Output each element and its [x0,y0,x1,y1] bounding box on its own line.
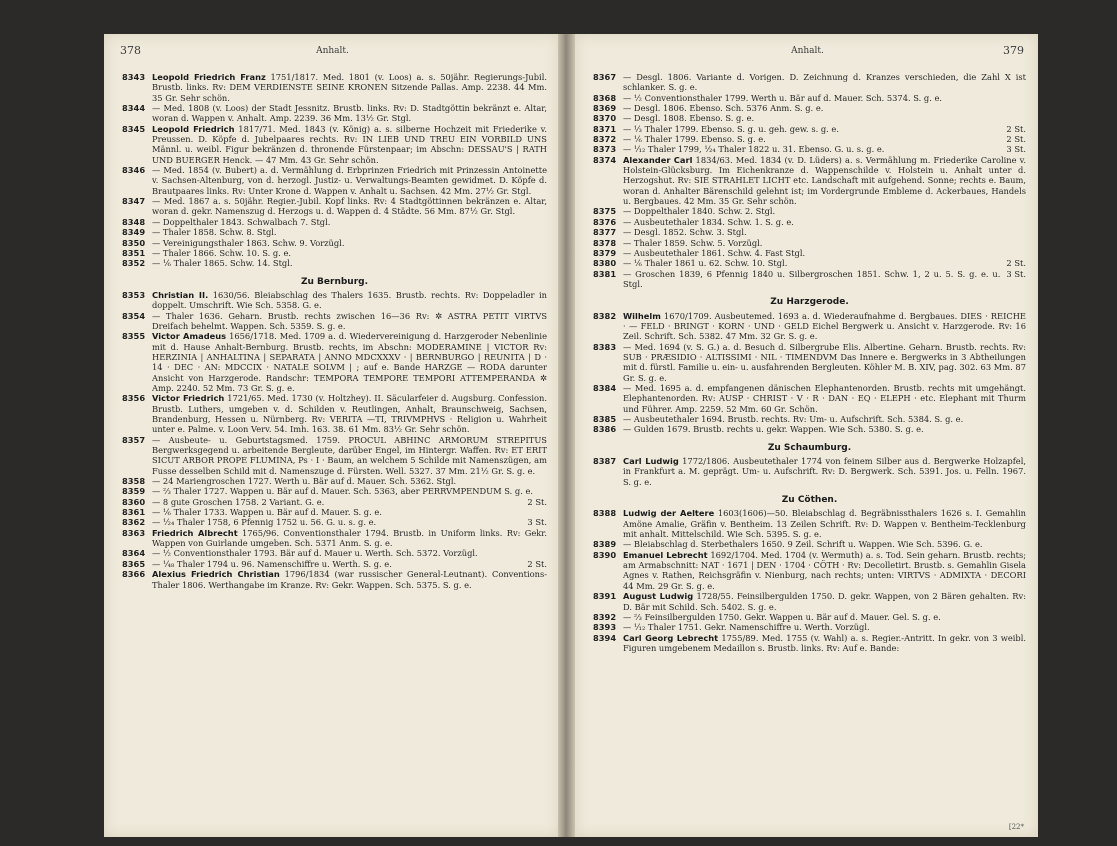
piece-count: 2 St. [527,496,547,507]
left-page-header [120,46,545,60]
piece-count: 3 St. [1006,144,1026,155]
lot-number: 8382 [593,310,617,321]
entry-description: — Thaler 1636. Geharn. Brustb. rechts zwischen 16—36 Rv: ✲ ASTRA PETIT VIRTVS Dreifach behelmt. Wappen. Sch. 5359. S. g. e. [152,310,547,331]
lot-number: 8348 [122,216,146,227]
catalog-entry [122,435,547,476]
section-heading: Zu Harzgerode. [770,297,849,308]
lot-number: 8381 [593,268,617,279]
lot-number: 8355 [122,331,146,342]
catalog-entry [593,238,1026,248]
catalog-entry [593,72,1026,93]
catalog-entry [593,414,1026,424]
entry-description: — Bleiabschlag d. Sterbethalers 1650. 9 Zeil. Schrift u. Wappen. Wie Sch. 5396. G. e. [623,539,983,550]
catalog-entry [122,290,547,311]
catalog-entry [593,456,1026,487]
ruler-name: Carl Ludwig [623,456,679,467]
catalog-entry [122,196,547,217]
entry-description: 1834/63. Med. 1834 (v. D. Lüders) a. s. Vermählung m. Friederike Caroline v. Holstein-Glücksburg. Im Eichenkranze d. Wappenschilde v. Holstein u. Anhalt unter d. Herzogshut. Rv: SIE STRAHLET LICHT etc. Landschaft mit aufgehend. Sonne; rechts e. Baum, woran d. Anhalter Bärenschild gelehnt ist; im Vordergrunde Embleme d. Ackerbaues, Handels u. Bergbaues. 42 Mm. 35 Gr. Sehr schön. [623,154,1026,207]
catalog-entry [122,124,547,165]
lot-number: 8362 [122,517,146,528]
piece-count: 3 St. [1006,268,1026,279]
ruler-name: August Ludwig [623,591,694,602]
catalog-entry [122,507,547,517]
running-head: Anhalt. [316,46,349,56]
entry-description: — ⅙ Thaler 1865. Schw. 14. Stgl. [152,258,293,269]
lot-number: 8383 [593,341,617,352]
entry-description: — 24 Mariengroschen 1727. Werth u. Bär auf d. Mauer. Sch. 5362. Stgl. [152,476,457,487]
lot-number: 8375 [593,206,617,217]
lot-number: 8368 [593,92,617,103]
lot-number: 8369 [593,103,617,114]
catalog-entry [122,569,547,590]
lot-number: 8344 [122,103,146,114]
entry-description: — ⅙ Thaler 1861 u. 62. Schw. 10. Stgl. [623,258,788,269]
ruler-name: Leopold Friedrich Franz [152,72,266,82]
catalog-entry [593,248,1026,258]
lot-number: 8351 [122,247,146,258]
lot-number: 8386 [593,424,617,435]
lot-number: 8394 [593,632,617,643]
section-heading: Zu Schaumburg. [767,442,852,453]
entry-description: — ⅙ Thaler 1733. Wappen u. Bär auf d. Mauer. S. g. e. [152,507,382,518]
ruler-name: Leopold Friedrich [152,123,235,134]
entry-description: — ⅟₄₈ Thaler 1794 u. 96. Namenschiffre u. Werth. S. g. e. [152,558,392,569]
catalog-entry [593,424,1026,434]
catalog-entry [122,548,547,558]
catalog-entry [593,113,1026,123]
entry-description: — ⅟₁₂ Thaler 1799, ⅟₂₄ Thaler 1822 u. 31. Ebenso. G. u. s. g. e. [623,144,885,155]
piece-count: 2 St. [1006,134,1026,145]
entry-description: 1603(1606)—50. Bleiabschlag d. Begräbnissthalers 1626 s. I. Gemahlin Amöne Amalie, Gräfin v. Bentheim. 13 Zeilen Schrift. Rv: D. Wappen v. Bentheim-Tecklenburg mit anhalt. Mittelschild. Wie Sch. 5395. S. g. e. [623,508,1026,540]
lot-number: 8366 [122,569,146,580]
entry-description: — Ausbeute- u. Geburtstagsmed. 1759. PROCUL ABHINC ARMORUM STREPITUS Bergwerksgegend u. arbeitende Bergleute, darüber Engel, im Hintergr. Waffen. Rv: ET ERIT SICUT ARBOR PROPE FLUMINA, Ps · I · Baum, an welchem 5 Schilde mit Namenszügen, am Fusse desselben Schild mit d. Namenszuge d. Fürsten. Well. 5327. 37 Mm. 21½ Gr. S. g. e. [152,434,547,476]
lot-number: 8361 [122,507,146,518]
catalog-entry [122,331,547,393]
entry-description: — Thaler 1859. Schw. 5. Vorzügl. [623,237,763,248]
catalog-entry [593,124,1026,134]
lot-number: 8350 [122,237,146,248]
entry-description: — Med. 1854 (v. Bubert) a. d. Vermählung d. Erbprinzen Friedrich mit Prinzessin Antoinette v. Sachsen-Altenburg, von d. herzogl. Justiz- u. Verwaltungs-Beamten gewidmet. D. Köpfe d. Brautpaares links. Rv: Unter Krone d. Wappen v. Anhalt u. Sachsen. 42 Mm. 27½ Gr. Stgl. [152,165,547,196]
lot-number: 8357 [122,434,146,445]
catalog-entry [122,217,547,227]
entry-description: — Gulden 1679. Brustb. rechts u. gekr. Wappen. Wie Sch. 5380. S. g. e. [623,424,924,435]
catalog-entry [122,311,547,332]
ruler-name: Carl Georg Lebrecht [623,632,719,643]
entry-description: — ⅔ Thaler 1727. Wappen u. Bär auf d. Mauer. Sch. 5363, aber PERRVMPENDUM S. g. e. [152,486,534,497]
catalog-entry [593,311,1026,342]
catalog-entry [122,227,547,237]
entry-description: 1772/1806. Ausbeutethaler 1774 von feinem Silber aus d. Bergwerke Holzapfel, in Frankfurt a. M. geprägt. Um- u. Aufschrift. Rv: D. Bergwerk. Sch. 5391. Jos. u. Felln. 1967. S. g. e. [623,456,1027,487]
lot-number: 8380 [593,258,617,269]
entry-description: — ⅔ Feinsilbergulden 1750. Gekr. Wappen u. Bär auf d. Mauer. Gel. S. g. e. [623,611,941,622]
entry-description: — Desgl. 1806. Variante d. Vorigen. D. Zeichnung d. Kranzes verschieden, die Zahl X ist schlanker. S. g. e. [623,72,1026,93]
entry-description: — ½ Conventionsthaler 1799. Werth u. Bär auf d. Mauer. Sch. 5374. S. g. e. [623,92,943,103]
entry-description: — Doppelthaler 1840. Schw. 2. Stgl. [623,206,776,217]
page-number: 378 [120,44,141,57]
catalog-entry [593,539,1026,549]
ruler-name: Victor Friedrich [152,393,225,404]
lot-number: 8356 [122,393,146,404]
entry-description: 1692/1704. Med. 1704 (v. Wermuth) a. s. Tod. Sein geharn. Brustb. rechts; am Armabschnitt: NAT · 1671 | DEN · 1704 · CÖTH · Rv: Decolletirt. Brustb. s. Gemahlin Gisela Agnes v. Rathen, Reichsgräfin v. Nienburg, nach rechts; unten: VIRTVS · ADMIXTA · DECORI 44 Mm. 29 Gr. S. g. e. [623,549,1026,591]
entry-description: — Med. 1694 (v. S. G.) a. d. Besuch d. Silbergrube Elis. Albertine. Geharn. Brustb. rechts. Rv: SUB · PRÆSIDIO · ALTISSIMI · NIL · TIMENDVM Das Innere e. Bergwerks in 3 Abtheilungen mit d. fürstl. Familie u. ein- u. ausfahrenden Bergleuten. Köhler M. B. XIV, pag. 302. 63 Mm. 87 Gr. S. g. e. [623,341,1026,383]
entry-description: 1755/89. Med. 1755 (v. Wahl) a. s. Regier.-Antritt. In gekr. von 3 weibl. Figuren umgebenem Medaillon s. Brustb. links. Rv: Auf e. Bande: [623,632,1026,653]
piece-count: 3 St. [527,517,547,528]
lot-number: 8365 [122,558,146,569]
catalog-entry [593,258,1026,268]
ruler-name: Alexius Friedrich Christian [152,569,280,580]
lot-number: 8384 [593,382,617,393]
catalog-entry [593,155,1026,207]
entry-description: — Med. 1867 a. s. 50jähr. Regier.-Jubil. Kopf links. Rv: 4 Stadtgöttinnen bekränzen e. Altar, woran d. gekr. Namenszug d. Herzogs u. d. Wappen d. 4 Städte. 56 Mm. 87½ Gr. Stgl. [152,196,547,217]
catalog-entry [122,497,547,507]
lot-number: 8387 [593,456,617,467]
ruler-name: Friedrich Albrecht [152,527,238,538]
right-page-body [593,72,1026,653]
ruler-name: Wilhelm [623,310,661,321]
catalog-entry [593,144,1026,154]
entry-description: 1796/1834 (war russischer General-Leutnant). Conventions-Thaler 1806. Werthangabe im Kranze. Rv: Gekr. Wappen. Sch. 5375. S. g. e. [152,569,547,590]
entry-description: — Desgl. 1806. Ebenso. Sch. 5376 Anm. S. g. e. [623,103,824,114]
entry-description: — Ausbeutethaler 1861. Schw. 4. Fast Stgl. [623,247,806,258]
catalog-entry [593,206,1026,216]
entry-description: 1751/1817. Med. 1801 (v. Loos) a. s. 50jähr. Regierungs-Jubil. Brustb. links. Rv: DEM VERDIENSTE SEINE KRONEN Sitzende Pallas. Amp. 2238. 44 Mm. 35 Gr. Sehr schön. [152,72,547,103]
entry-description: 1656/1718. Med. 1709 a. d. Wiedervereinigung d. Harzgeroder Nebenlinie mit d. Hause Anhalt-Bernburg. Brustb. rechts, im Abschn: MODERAMINE | VICTOR Rv: HERZINIA | ANHALTINA | SEPARATA | ANNO MDCXXXV · | BERNBURGO | REUNITA | D · 14 · DEC · AN: MDCCIX · NATALE SOLVM | ; auf e. Bande HARZGE — RODA darunter Ansicht von Harzgerode. Randschr: TEMPORA TEMPORE TEMPORI ATTEMPERANDA ✲ Amp. 2240. 52 Mm. 73 Gr. S. g. e. [152,331,547,393]
catalog-entry [593,622,1026,632]
entry-description: — Med. 1808 (v. Loos) der Stadt Jessnitz. Brustb. links. Rv: D. Stadtgöttin bekränzt e. Altar, woran d. Wappen v. Anhalt. Amp. 2239. 36 Mm. 13½ Gr. Stgl. [152,103,547,124]
entry-description: — ⅙ Thaler 1799. Ebenso. S. g. e. [623,134,766,145]
catalog-entry [593,508,1026,539]
entry-description: — Thaler 1858. Schw. 8. Stgl. [152,227,277,238]
lot-number: 8374 [593,154,617,165]
catalog-entry [593,217,1026,227]
entry-description: — Vereinigungsthaler 1863. Schw. 9. Vorzügl. [152,237,345,248]
entry-description: — Ausbeutethaler 1834. Schw. 1. S. g. e. [623,216,794,227]
catalog-entry [593,269,1026,290]
lot-number: 8363 [122,527,146,538]
entry-description: 1817/71. Med. 1843 (v. König) a. s. silberne Hochzeit mit Friederike v. Preussen. D. Köpfe d. Jubelpaares rechts. Rv: IN LIEB UND TREU EIN VORBILD UNS Männl. u. weibl. Figur bekränzen d. thronende Fürstenpaar; im Abschn: DESSAU'S | RATH UND BUERGER Henck. — 47 Mm. 43 Gr. Sehr schön. [152,123,547,165]
left-page-body [122,72,547,590]
lot-number: 8371 [593,123,617,134]
entry-description: — ⅓ Thaler 1799. Ebenso. S. g. u. geh. gew. s. g. e. [623,123,839,134]
book-gutter [558,34,576,837]
catalog-entry [593,550,1026,591]
entry-description: — ⅟₂₄ Thaler 1758, 6 Pfennig 1752 u. 56. G. u. s. g. e. [152,517,377,528]
entry-description: — Med. 1695 a. d. empfangenen dänischen Elephantenorden. Brustb. rechts mit umgehängt. Elephantenorden. Rv: AUSP · CHRIST · V · R · DAN · EQ · ELEPH · etc. Elephant mit Thurm und Führer. Amp. 2259. 52 Mm. 60 Gr. Schön. [623,382,1026,414]
entry-description: — ⅟₁₂ Thaler 1751. Gekr. Namenschiffre u. Werth. Vorzügl. [623,622,870,633]
catalog-entry [122,165,547,196]
lot-number: 8367 [593,72,617,82]
catalog-entry [593,227,1026,237]
ruler-name: Emanuel Lebrecht [623,549,708,560]
catalog-entry [593,103,1026,113]
lot-number: 8373 [593,144,617,155]
entry-description: — 8 gute Groschen 1758. 2 Variant. G. e. [152,496,325,507]
section-heading: Zu Bernburg. [300,276,369,287]
catalog-entry [122,476,547,486]
catalog-entry [122,528,547,549]
lot-number: 8364 [122,548,146,559]
lot-number: 8378 [593,237,617,248]
lot-number: 8358 [122,476,146,487]
catalog-entry [122,72,547,103]
lot-number: 8393 [593,622,617,633]
catalog-entry [593,633,1026,654]
catalog-entry [122,393,547,434]
ruler-name: Victor Amadeus [152,331,227,342]
lot-number: 8347 [122,196,146,207]
catalog-entry [593,134,1026,144]
lot-number: 8372 [593,134,617,145]
catalog-entry [122,248,547,258]
lot-number: 8379 [593,247,617,258]
signature-mark: [22* [1008,823,1024,831]
lot-number: 8392 [593,611,617,622]
lot-number: 8353 [122,289,146,300]
lot-number: 8391 [593,591,617,602]
ruler-name: Christian II. [152,289,209,300]
lot-number: 8388 [593,508,617,519]
lot-number: 8359 [122,486,146,497]
entry-description: — ½ Conventionsthaler 1793. Bär auf d. Mauer u. Werth. Sch. 5372. Vorzügl. [152,548,478,559]
lot-number: 8389 [593,539,617,550]
entry-description: 1728/55. Feinsilbergulden 1750. D. gekr. Wappen, von 2 Bären gehalten. Rv: D. Bär mit Schild. Sch. 5402. S. g. e. [623,591,1026,612]
catalog-entry [593,612,1026,622]
lot-number: 8390 [593,549,617,560]
entry-description: — Thaler 1866. Schw. 10. S. g. e. [152,247,292,258]
piece-count: 2 St. [1006,258,1026,269]
page-number: 379 [1003,44,1024,57]
entry-description: — Ausbeutethaler 1694. Brustb. rechts. Rv: Um- u. Aufschrift. Sch. 5384. S. g. e. [623,414,964,424]
piece-count: 2 St. [527,558,547,569]
ruler-name: Alexander Carl [623,154,693,165]
lot-number: 8349 [122,227,146,238]
catalog-entry [593,383,1026,414]
entry-description: — Desgl. 1808. Ebenso. S. g. e. [623,113,755,124]
catalog-entry [593,93,1026,103]
entry-description: 1630/56. Bleiabschlag des Thalers 1635. Brustb. rechts. Rv: Doppeladler in doppelt. Umschrift. Wie Sch. 5358. G. e. [152,289,547,311]
piece-count: 2 St. [1006,123,1026,134]
lot-number: 8360 [122,496,146,507]
lot-number: 8346 [122,165,146,176]
catalog-entry [593,342,1026,383]
lot-number: 8377 [593,227,617,238]
lot-number: 8370 [593,113,617,124]
catalog-entry [122,486,547,496]
entry-description: 1670/1709. Ausbeutemed. 1693 a. d. Wiederaufnahme d. Bergbaues. DIES · REICHE · — FELD · BRINGT · KORN · UND · GELD Eichel Bergwerk u. Ansicht v. Harzgerode. Rv: 16 Zeil. Schrift. Sch. 5382. 47 Mm. 32 Gr. S. g. e. [623,310,1026,342]
catalog-entry [122,258,547,268]
catalog-entry [122,238,547,248]
entry-description: — Desgl. 1852. Schw. 3. Stgl. [623,227,747,238]
left-page [104,34,559,837]
right-page [575,34,1038,837]
entry-description: — Doppelthaler 1843. Schwalbach 7. Stgl. [152,216,331,227]
lot-number: 8385 [593,414,617,424]
catalog-entry [593,591,1026,612]
catalog-entry [122,103,547,124]
lot-number: 8345 [122,123,146,134]
catalog-entry [122,517,547,527]
section-heading: Zu Cöthen. [781,495,838,506]
entry-description: — Groschen 1839, 6 Pfennig 1840 u. Silbergroschen 1851. Schw. 1, 2 u. 5. S. g. e. u. Stgl. [623,268,1001,289]
right-page-header [591,46,1024,60]
catalog-entry [122,559,547,569]
ruler-name: Ludwig der Aeltere [623,508,715,519]
lot-number: 8354 [122,310,146,321]
running-head: Anhalt. [791,46,824,56]
lot-number: 8352 [122,258,146,269]
lot-number: 8376 [593,216,617,227]
entry-description: 1765/96. Conventionsthaler 1794. Brustb. in Uniform links. Rv: Gekr. Wappen von Guirlande umgeben. Sch. 5371 Anm. S. g. e. [152,527,547,549]
entry-description: 1721/65. Med. 1730 (v. Holtzhey). II. Säcularfeier d. Augsburg. Confession. Brustb. Luthers, umgeben v. d. Schilden v. Reutlingen, Anhalt, Braunschweig, Sachsen, Brandenburg, Hessen u. Nürnberg. Rv: VERITA —TI, TRIVMPHVS · Religion u. Wahrheit unter e. Palme. v. Loon Verv. 54. Imh. 163. 38. 61 Mm. 83½ Gr. Sehr schön. [152,393,547,435]
lot-number: 8343 [122,72,146,82]
